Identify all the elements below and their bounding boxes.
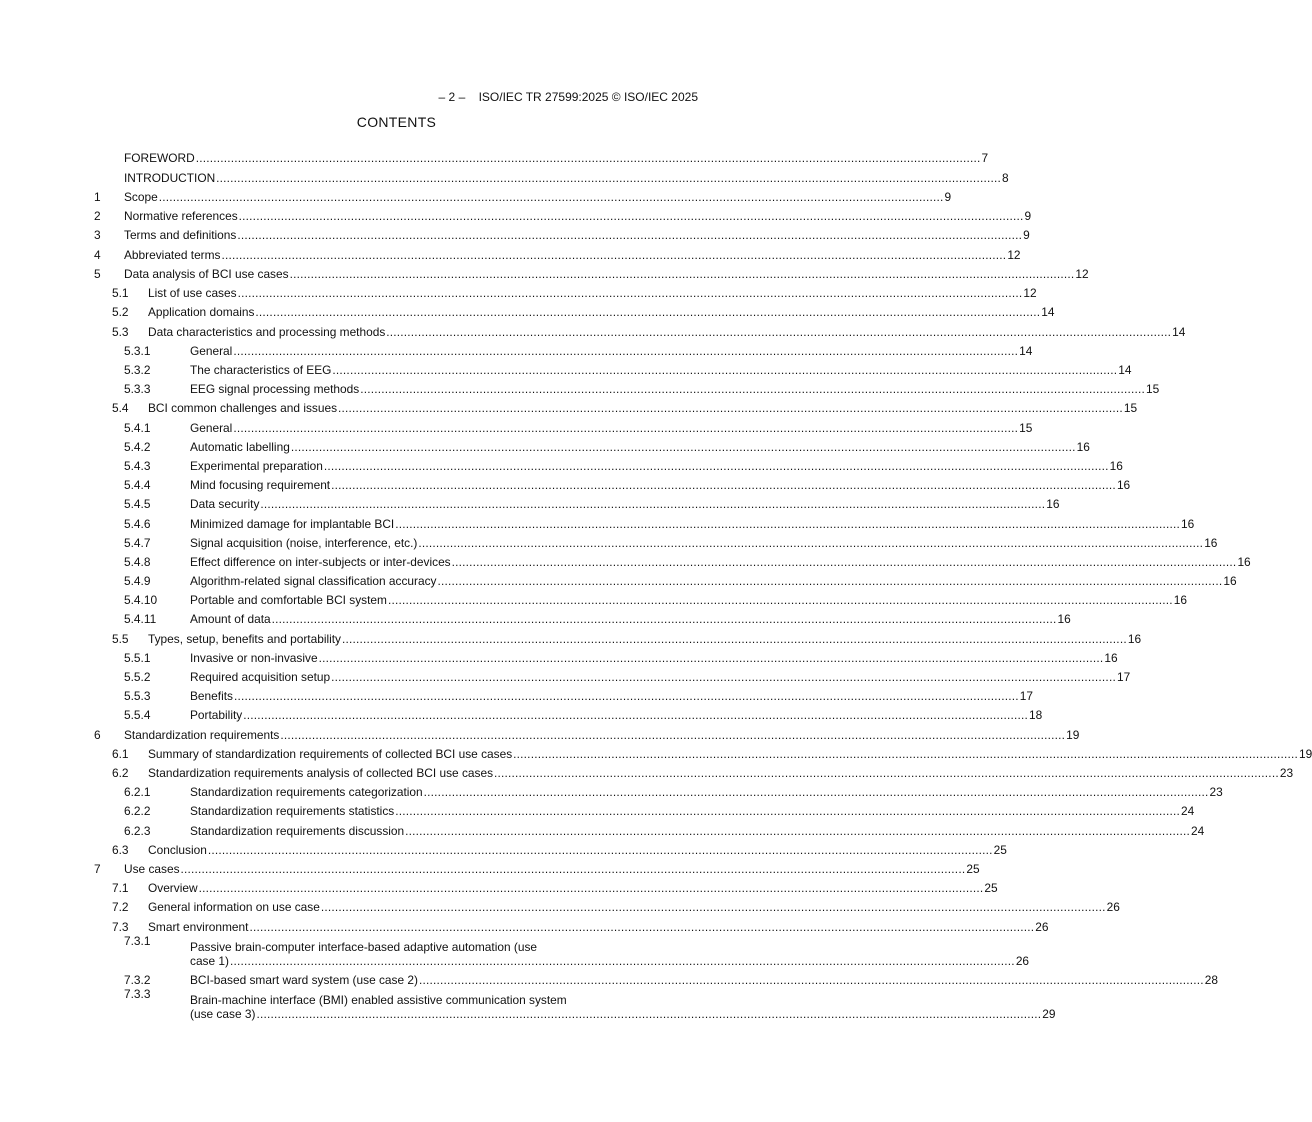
toc-entry-title: Effect difference on inter-subjects or inter-devices	[190, 554, 451, 569]
toc-entry-title: General	[190, 343, 233, 358]
toc-entry-number: 5.3.3	[124, 382, 151, 397]
toc-entry-page: 26	[1015, 953, 1030, 968]
toc-entry-number: 5.2	[112, 305, 129, 320]
toc-leader-dots	[388, 593, 1173, 607]
toc-entry-page: 16	[1116, 478, 1131, 493]
toc-entry-page: 14	[1041, 305, 1055, 320]
document-reference: ISO/IEC TR 27599:2025 © ISO/IEC 2025	[478, 90, 698, 104]
toc-entry-page: 29	[1042, 1006, 1056, 1021]
toc-leader-dots	[256, 1007, 1041, 1021]
toc-entry-title: Portable and comfortable BCI system	[190, 593, 387, 608]
toc-entry-title: Standardization requirements analysis of collected BCI use cases	[148, 766, 494, 781]
toc-entry[interactable]	[94, 876, 998, 896]
toc-leader-dots	[319, 651, 1104, 665]
toc-entry[interactable]	[94, 665, 1131, 685]
toc-leader-dots	[222, 248, 1007, 262]
toc-entry-title: Abbreviated terms	[124, 247, 221, 262]
toc-leader-dots	[272, 612, 1057, 626]
toc-entry-title: BCI-based smart ward system (use case 2)	[190, 972, 418, 987]
toc-entry-number: 6.2.3	[124, 823, 151, 838]
toc-entry-page: 19	[1066, 727, 1080, 742]
toc-entry[interactable]	[94, 242, 1021, 262]
toc-entry[interactable]	[94, 319, 1186, 339]
toc-leader-dots	[513, 747, 1298, 761]
toc-leader-dots	[238, 286, 1023, 300]
toc-entry-title: Experimental preparation	[190, 458, 323, 473]
toc-entry-page: 16	[1237, 554, 1251, 569]
toc-entry-title: Overview	[148, 881, 198, 896]
toc-entry[interactable]	[94, 684, 1034, 704]
toc-entry-page: 12	[1007, 247, 1021, 262]
toc-entry-number: 2	[94, 209, 101, 224]
toc-entry[interactable]	[94, 281, 1037, 301]
toc-leader-dots	[418, 536, 1203, 550]
toc-entry-number: 5.4.9	[124, 574, 151, 589]
toc-entry[interactable]	[94, 492, 1060, 512]
toc-entry[interactable]	[94, 300, 1055, 320]
toc-entry-page: 25	[984, 881, 998, 896]
toc-entry[interactable]	[94, 262, 1089, 282]
toc-entry-page: 28	[1204, 972, 1219, 987]
toc-entry-number: 5.4	[112, 401, 129, 416]
toc-leader-dots	[291, 440, 1076, 454]
toc-leader-dots	[494, 766, 1279, 780]
toc-entry-number: 4	[94, 247, 101, 262]
toc-entry-title: Application domains	[148, 305, 255, 320]
toc-leader-dots	[438, 574, 1223, 588]
toc-leader-dots	[255, 305, 1040, 319]
toc-entry[interactable]	[94, 588, 1187, 608]
toc-entry-page: 15	[1019, 420, 1033, 435]
toc-leader-dots	[280, 728, 1065, 742]
toc-entry-number: 7	[94, 862, 101, 877]
toc-entry-page: 16	[1057, 612, 1071, 627]
toc-entry-title: General information on use case	[148, 900, 320, 915]
toc-entry-number: 3	[94, 228, 101, 243]
toc-entry-page: 8	[1001, 170, 1009, 185]
toc-entry[interactable]	[94, 646, 1118, 665]
toc-entry-number: 6.3	[112, 842, 129, 857]
toc-entry-title: Amount of data	[190, 612, 271, 627]
toc-entry-page: 16	[1204, 535, 1218, 550]
toc-entry-page: 9	[944, 189, 952, 204]
toc-entry-number: 5.4.1	[124, 420, 151, 435]
toc-entry-page: 12	[1023, 286, 1037, 301]
toc-entry-title: Smart environment	[148, 919, 249, 934]
toc-entry-number: 5.4.7	[124, 535, 151, 550]
toc-entry-number: 1	[94, 189, 101, 204]
toc-entry-title: Conclusion	[148, 842, 207, 857]
toc-leader-dots	[395, 517, 1180, 531]
toc-leader-dots	[181, 862, 966, 876]
toc-entry-number: 5.5.1	[124, 650, 151, 665]
toc-entry[interactable]	[94, 223, 1030, 243]
toc-leader-dots	[321, 900, 1106, 914]
toc-entry[interactable]	[94, 165, 1009, 185]
toc-entry-page: 14	[1118, 363, 1132, 378]
toc-entry-title: List of use cases	[148, 286, 237, 301]
toc-entry[interactable]	[94, 818, 1205, 838]
toc-leader-dots	[243, 708, 1028, 722]
toc-entry-title: Mind focusing requirement	[190, 478, 331, 493]
toc-leader-dots	[424, 785, 1209, 799]
toc-entry-title: Standardization requirements	[124, 727, 280, 742]
toc-leader-dots	[249, 920, 1034, 934]
toc-entry-title: BCI common challenges and issues	[148, 401, 338, 416]
toc-entry[interactable]	[94, 799, 1195, 819]
toc-entry-number: 5.4.10	[124, 593, 158, 608]
toc-entry[interactable]	[94, 454, 1123, 473]
toc-entry-page: 15	[1146, 382, 1160, 397]
toc-leader-dots	[234, 689, 1019, 703]
toc-leader-dots	[452, 555, 1237, 569]
toc-entry[interactable]	[94, 968, 1219, 987]
toc-entry-number: 5.3	[112, 324, 129, 339]
toc-entry-page: 12	[1075, 267, 1089, 282]
toc-entry[interactable]	[94, 339, 1033, 358]
toc-entry-page: 16	[1109, 458, 1123, 473]
toc-entry-number: 7.3.2	[124, 972, 151, 987]
toc-entry-title: Portability	[190, 708, 243, 723]
toc-entry-number: 5.4.3	[124, 458, 151, 473]
toc-entry-title: Algorithm-related signal classification accuracy	[190, 574, 437, 589]
toc-entry-number: 7.3.1	[124, 933, 151, 948]
toc-leader-dots	[405, 824, 1190, 838]
toc-entry-title: Data characteristics and processing methods	[148, 324, 386, 339]
toc-leader-dots	[338, 401, 1123, 415]
toc-leader-dots	[233, 421, 1018, 435]
toc-leader-dots	[324, 459, 1109, 473]
toc-entry-page: 14	[1019, 343, 1033, 358]
toc-entry[interactable]	[94, 146, 989, 166]
toc-entry-number: 5.4.8	[124, 554, 151, 569]
table-of-contents	[94, 146, 1312, 1021]
toc-entry-title: Standardization requirements discussion	[190, 823, 405, 838]
toc-entry-title: Data security	[190, 497, 260, 512]
toc-entry-number: 5.5.3	[124, 689, 151, 704]
toc-entry-title: Passive brain-computer interface-based adaptive automation (use	[190, 939, 537, 954]
toc-entry-title: INTRODUCTION	[124, 170, 216, 185]
toc-leader-dots	[230, 954, 1015, 968]
toc-entry-number: 5.1	[112, 286, 129, 301]
toc-entry[interactable]	[94, 415, 1033, 435]
toc-entry-page: 9	[1023, 228, 1030, 243]
toc-entry-number: 7.1	[112, 881, 129, 896]
toc-entry-title: Minimized damage for implantable BCI	[190, 516, 395, 531]
toc-entry[interactable]	[94, 204, 1032, 224]
toc-entry[interactable]	[94, 531, 1218, 550]
toc-entry-title: Types, setup, benefits and portability	[148, 631, 342, 646]
toc-entry-page: 18	[1029, 708, 1043, 723]
toc-entry-page: 19	[1298, 746, 1312, 761]
toc-entry-title: Signal acquisition (noise, interference, etc.)	[190, 535, 418, 550]
toc-entry-title: Scope	[124, 189, 158, 204]
toc-entry-page: 24	[1181, 804, 1195, 819]
toc-entry-number: 5	[94, 267, 101, 282]
toc-leader-dots	[331, 478, 1116, 492]
page-header	[432, 76, 698, 104]
toc-entry-page: 23	[1209, 785, 1223, 800]
toc-entry-page: 16	[1104, 650, 1118, 665]
toc-entry[interactable]	[94, 358, 1132, 378]
toc-entry[interactable]	[94, 607, 1071, 627]
toc-entry-title: Invasive or non-invasive	[190, 650, 318, 665]
toc-entry-number: 5.5.2	[124, 670, 151, 685]
toc-leader-dots	[395, 804, 1180, 818]
toc-entry[interactable]	[94, 569, 1237, 589]
toc-entry-page: 16	[1046, 497, 1060, 512]
toc-entry-title: Benefits	[190, 689, 233, 704]
toc-entry-number: 6.2.1	[124, 785, 151, 800]
toc-entry-page: 16	[1181, 516, 1195, 531]
toc-entry-number: 7.3	[112, 919, 129, 934]
toc-leader-dots	[208, 843, 993, 857]
toc-entry[interactable]	[94, 626, 1142, 646]
toc-entry[interactable]	[94, 933, 1030, 968]
toc-entry-title: FOREWORD	[124, 151, 195, 166]
toc-entry-title: Standardization requirements categorization	[190, 785, 423, 800]
toc-entry-title: General	[190, 420, 233, 435]
toc-entry[interactable]	[94, 473, 1131, 493]
toc-entry-number: 5.4.11	[124, 612, 157, 627]
toc-entry-title: Use cases	[124, 862, 180, 877]
toc-entry[interactable]	[94, 511, 1195, 531]
toc-entry-number: 5.4.6	[124, 516, 151, 531]
toc-entry-number: 5.5.4	[124, 708, 151, 723]
toc-entry-page: 25	[966, 862, 980, 877]
toc-entry-title: Required acquisition setup	[190, 670, 331, 685]
toc-entry-number: 7.3.3	[124, 986, 151, 1001]
toc-leader-dots	[360, 382, 1145, 396]
toc-entry-title: Summary of standardization requirements of collected BCI use cases	[148, 746, 513, 761]
toc-entry-number: 6.2	[112, 766, 129, 781]
toc-entry-page: 16	[1223, 574, 1237, 589]
toc-leader-dots	[342, 632, 1127, 646]
toc-leader-dots	[233, 344, 1018, 358]
toc-entry-title-continuation: (use case 3)	[190, 1006, 256, 1021]
toc-entry-page: 17	[1116, 670, 1131, 685]
toc-entry-page: 15	[1123, 401, 1138, 416]
toc-entry-page: 17	[1019, 689, 1034, 704]
toc-entry[interactable]	[94, 550, 1251, 569]
toc-entry[interactable]	[94, 838, 1007, 857]
toc-entry-title: Normative references	[124, 209, 238, 224]
toc-leader-dots	[290, 267, 1075, 281]
toc-entry-number: 5.4.5	[124, 497, 151, 512]
toc-entry-page: 16	[1173, 593, 1187, 608]
toc-entry[interactable]	[94, 914, 1049, 934]
toc-entry-page: 25	[993, 842, 1007, 857]
toc-entry-title: Standardization requirements statistics	[190, 804, 395, 819]
toc-entry-number: 5.5	[112, 631, 129, 646]
toc-entry[interactable]	[94, 780, 1223, 800]
toc-entry-page: 16	[1076, 439, 1090, 454]
toc-entry-number: 5.4.2	[124, 439, 151, 454]
toc-leader-dots	[159, 190, 944, 204]
toc-entry-title: Automatic labelling	[190, 439, 290, 454]
toc-entry-title: Brain-machine interface (BMI) enabled assistive communication system	[190, 992, 567, 1007]
toc-leader-dots	[239, 209, 1024, 223]
toc-entry-page: 7	[981, 151, 989, 166]
toc-entry-number: 7.2	[112, 900, 129, 915]
toc-entry-page: 24	[1190, 823, 1205, 838]
toc-entry[interactable]	[94, 377, 1160, 397]
toc-entry[interactable]	[94, 435, 1090, 454]
toc-leader-dots	[237, 228, 1022, 242]
toc-entry-title: The characteristics of EEG	[190, 363, 332, 378]
toc-entry-number: 5.3.2	[124, 363, 151, 378]
toc-leader-dots	[216, 171, 1001, 185]
contents-heading: CONTENTS	[356, 114, 437, 130]
toc-entry-page: 9	[1024, 209, 1032, 224]
toc-entry[interactable]	[94, 986, 1056, 1021]
toc-entry[interactable]	[94, 703, 1043, 723]
toc-entry-number: 6	[94, 727, 101, 742]
toc-entry-number: 5.4.4	[124, 478, 151, 493]
toc-leader-dots	[332, 363, 1117, 377]
toc-entry-page: 26	[1106, 900, 1120, 915]
toc-leader-dots	[331, 670, 1116, 684]
toc-entry[interactable]	[94, 895, 1120, 915]
toc-leader-dots	[260, 497, 1045, 511]
toc-leader-dots	[419, 973, 1204, 987]
toc-leader-dots	[199, 881, 984, 895]
toc-leader-dots	[386, 325, 1171, 339]
toc-entry[interactable]	[94, 742, 1312, 761]
toc-entry-title-continuation: case 1)	[190, 953, 229, 968]
toc-entry[interactable]	[94, 761, 1294, 781]
toc-entry-title: Data analysis of BCI use cases	[124, 267, 289, 282]
toc-entry-page: 26	[1035, 919, 1049, 934]
toc-entry-page: 16	[1127, 631, 1142, 646]
toc-entry-number: 6.1	[112, 746, 129, 761]
toc-entry[interactable]	[94, 722, 1080, 742]
toc-entry-page: 23	[1279, 766, 1294, 781]
toc-entry[interactable]	[94, 396, 1138, 416]
toc-leader-dots	[196, 151, 981, 165]
toc-entry-number: 6.2.2	[124, 804, 151, 819]
toc-entry[interactable]	[94, 185, 952, 204]
toc-entry-title: Terms and definitions	[124, 228, 237, 243]
toc-entry[interactable]	[94, 857, 980, 877]
toc-entry-page: 14	[1172, 324, 1186, 339]
toc-entry-number: 5.3.1	[124, 343, 151, 358]
toc-entry-title: EEG signal processing methods	[190, 382, 360, 397]
page-number: – 2 –	[438, 90, 466, 104]
